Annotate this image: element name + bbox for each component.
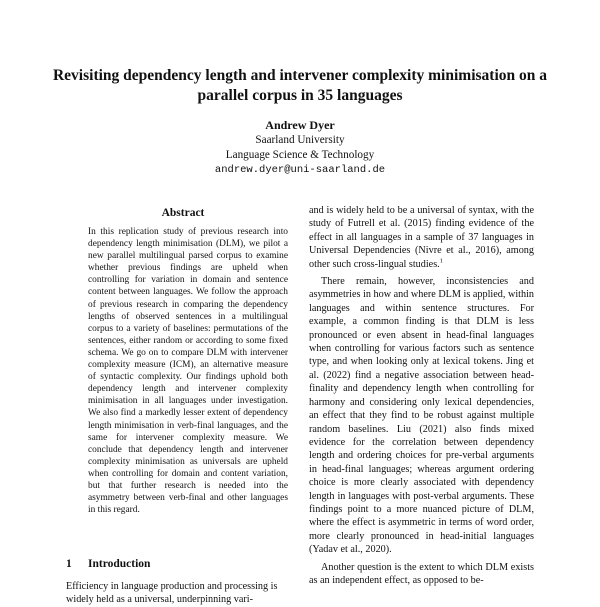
title-line-2: parallel corpus in 35 languages [197,87,403,104]
right-column [309,204,534,591]
section-heading-introduction [66,558,150,570]
author-email: andrew.dyer@uni-saarland.de [214,164,386,176]
author-affiliation-department: Language Science & Technology [225,149,375,161]
paragraph-1 [309,204,534,271]
footnote-marker: 1 [439,257,443,265]
title-line-1: Revisiting dependency length and intervener complexity minimisation on a [52,67,547,84]
paragraph-3: Another question is the extent to which DLM exists as an independent effect, as opposed to be- [309,561,534,586]
author-name: Andrew Dyer [265,118,335,132]
author-block [0,118,600,178]
author-affiliation-university: Saarland University [255,134,345,146]
paper-title [40,66,560,106]
section-title: Introduction [88,558,151,570]
paragraph-2: There remain, however, inconsistencies and asymmetries in how and where DLM is applied, within languages and within sentence structures. For example, a common finding is that DLM is less pronounced or even absent in head-final languages when controlling for various factors such as sentence type, and when looking only at lexical tokens. Jing et al. (2022) find a negative association between head-finality and dependency length when controlling for harmony and considering only lexical dependencies, an effect that they find to be robust against multiple random baselines. Liu (2021) also finds mixed evidence for the correlation between dependency length and ordering choices for pre-verbal arguments in head-final languages; whereas argument ordering choice is more clearly associated with dependency length in languages with post-verbal arguments. These findings point to a more nuanced picture of DLM, where the effect is asymmetric in terms of word order, more clearly pronounced in head-initial languages (Yadav et al., 2020). [309,276,534,556]
abstract-text: In this replication study of previous research into dependency length minimisation (DLM), we pilot a new parallel multilingual parsed corpus to examine whether previous findings are upheld when controlling for variation in domain and sentence content between languages. We follow the approach of previous research in comparing the dependency lengths of observed sentences in a multilingual corpus to a variety of baselines: permutations of the sentences, either random or according to some fixed schema. We go on to compare DLM with intervener complexity measure (ICM), an alternative measure of syntactic complexity. Our findings uphold both dependency length and intervener complexity minimisation in all languages under investigation. We also find a markedly lesser extent of dependency length minimisation in verb-final languages, and the same for intervener complexity measure. We conclude that dependency length and intervener complexity minimisation as universals are upheld when controlling for domain and content variation, but that further research is needed into the asymmetry between verb-final and other languages in this regard. [88,227,288,516]
paragraph-1-text: and is widely held to be a universal of syntax, with the study of Futrell et al. (2015) finding evidence of the effect in all languages in a sample of 37 languages in Universal Dependencies (Nivre et al., 2016), among other such cross-lingual studies. [309,205,534,270]
section-number: 1 [66,558,72,570]
abstract-heading: Abstract [161,207,205,219]
introduction-text: Efficiency in language production and processing is widely held as a universal, underpinning vari- [66,581,278,606]
